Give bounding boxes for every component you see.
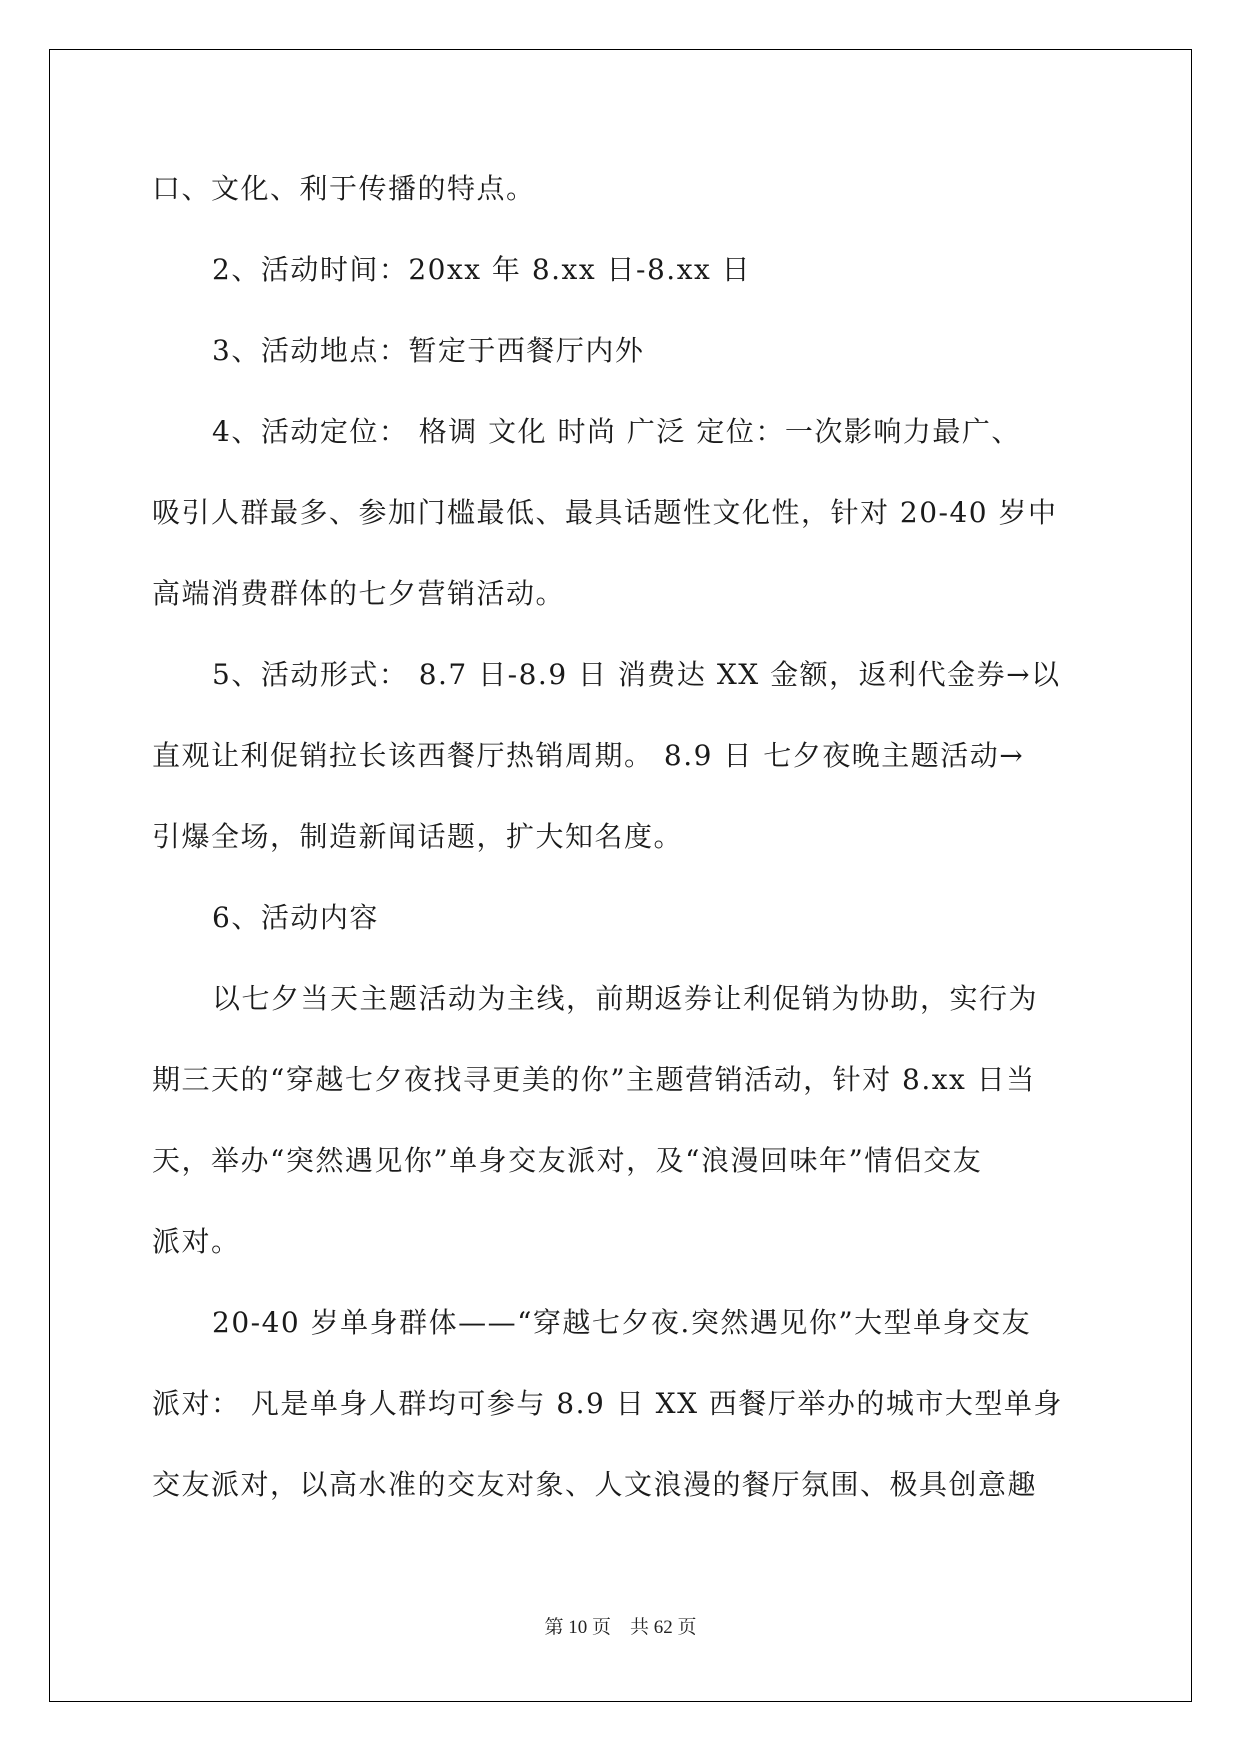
paragraph-line: 派对。 xyxy=(152,1225,241,1258)
page-number: 第 10 页 共 62 页 xyxy=(544,1617,697,1638)
paragraph-line: 4、活动定位： 格调 文化 时尚 广泛 定位：一次影响力最广、 xyxy=(212,415,1021,448)
paragraph-line: 口、文化、利于传播的特点。 xyxy=(152,172,536,205)
paragraph-line: 6、活动内容 xyxy=(212,901,379,934)
paragraph-line: 交友派对，以高水准的交友对象、人文浪漫的餐厅氛围、极具创意趣 xyxy=(152,1468,1038,1501)
paragraph-line: 20-40 岁单身群体——“穿越七夕夜.突然遇见你”大型单身交友 xyxy=(212,1306,1032,1339)
document-body xyxy=(152,161,1087,1538)
paragraph-line: 直观让利促销拉长该西餐厅热销周期。 8.9 日 七夕夜晚主题活动→ xyxy=(152,739,1025,772)
paragraph-line: 天，举办“突然遇见你”单身交友派对，及“浪漫回味年”情侣交友 xyxy=(152,1144,983,1177)
paragraph-line: 派对： 凡是单身人群均可参与 8.9 日 XX 西餐厅举办的城市大型单身 xyxy=(152,1387,1063,1420)
paragraph-line: 期三天的“穿越七夕夜找寻更美的你”主题营销活动，针对 8.xx 日当 xyxy=(152,1063,1036,1096)
paragraph-line: 吸引人群最多、参加门槛最低、最具话题性文化性，针对 20-40 岁中 xyxy=(152,496,1058,529)
paragraph-line: 引爆全场，制造新闻话题，扩大知名度。 xyxy=(152,820,684,853)
paragraph-line: 5、活动形式： 8.7 日-8.9 日 消费达 XX 金额，返利代金券→以 xyxy=(212,658,1061,691)
paragraph-line: 高端消费群体的七夕营销活动。 xyxy=(152,577,566,610)
paragraph-line: 3、活动地点：暂定于西餐厅内外 xyxy=(212,334,645,367)
paragraph-line: 2、活动时间：20xx 年 8.xx 日-8.xx 日 xyxy=(212,253,752,286)
paragraph-line: 以七夕当天主题活动为主线，前期返券让利促销为协助，实行为 xyxy=(212,982,1039,1015)
